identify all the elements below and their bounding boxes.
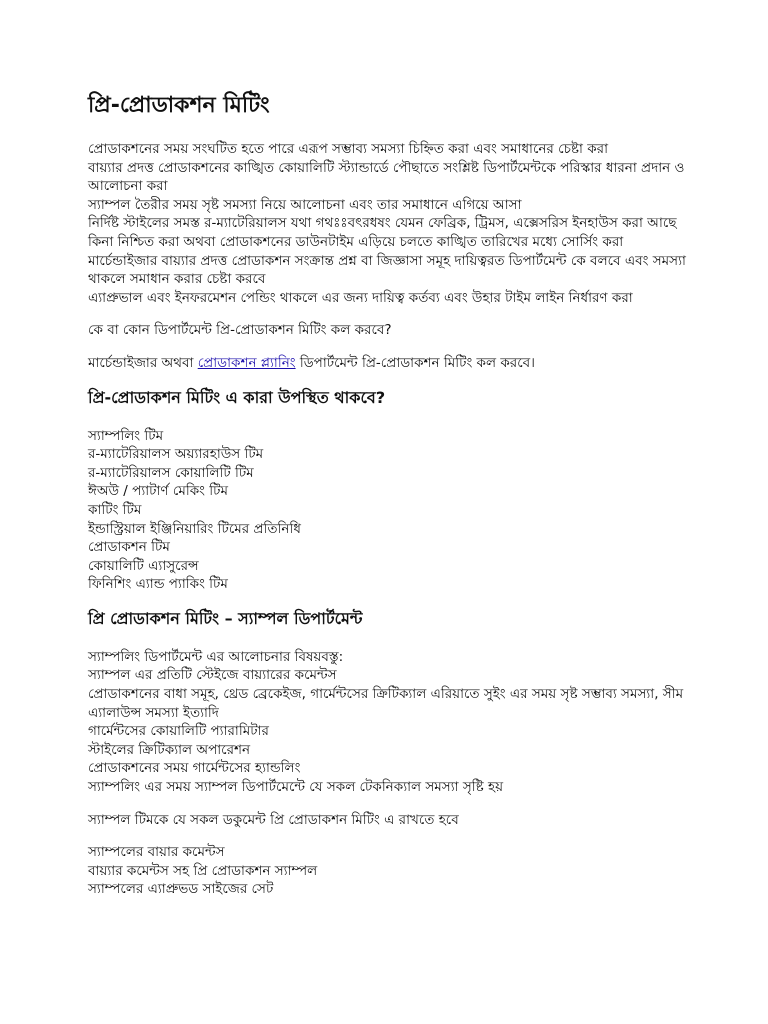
list-item: র-ম্যাটেরিয়ালস অয়্যারহাউস টিম <box>88 446 264 463</box>
answer-after: ডিপার্টমেন্ট প্রি-প্রোডাকশন মিটিং কল করবে। <box>295 354 535 371</box>
attendees-heading: প্রি-প্রোডাকশন মিটিং এ কারা উপস্থিত থাকবে? <box>88 387 386 407</box>
documents-list <box>88 843 688 899</box>
list-item: ফিনিশিং এ্যান্ড প্যাকিং টিম <box>88 576 228 593</box>
documents-intro: স্যাম্পল টিমকে যে সকল ডকুমেন্ট প্রি প্রোডাকশন মিটিং এ রাখতে হবে <box>88 811 459 828</box>
list-item: স্যাম্পলের বায়ার কমেন্টস <box>88 844 225 861</box>
list-item: কাটিং টিম <box>88 501 142 518</box>
list-item: নির্দিষ্ট স্টাইলের সমস্ত র-ম্যাটেরিয়ালস যথা গথঃঃবৎরধষং যেমন ফেব্রিক, ট্রিমস, এক্সেসরিস ইনহাউস করা আছে কিনা নিশ্চিত করা অথবা প্রোডাকশনের ডাউনটাইম এড়িয়ে চলতে কাঙ্খিত তারিখের মধ্যে সোর্সিং করা <box>88 215 677 250</box>
list-item: এ্যাপ্রুভাল এবং ইনফরমেশন পেন্ডিং থাকলে এর জন্য দায়িত্ব কর্তব্য এবং উহার টাইম লাইন নির্ধারণ করা <box>88 289 633 306</box>
list-item: স্যাম্পলের এ্যাপ্রুভড সাইজের সেট <box>88 881 274 898</box>
production-planning-link[interactable]: প্রোডাকশন প্ল্যানিং <box>197 354 296 371</box>
list-item: বায়্যার প্রদত্ত প্রোডাকশনের কাঙ্খিত কোয়ালিটি স্ট্যান্ডার্ডে পৌছাতে সংশ্লিষ্ট ডিপার্টমেন্টকে পরিস্কার ধারনা প্রদান ও আলোচনা করা <box>88 159 685 195</box>
list-item: কোয়ালিটি এ্যাসুরেন্স <box>88 557 199 574</box>
answer-text <box>88 354 688 373</box>
attendees-list <box>88 427 688 594</box>
list-item: র-ম্যাটেরিয়ালস কোয়ালিটি টিম <box>88 464 254 481</box>
list-item: স্টাইলের ক্রিটিক্যাল অপারেশন <box>88 741 251 758</box>
list-item: স্যাম্পলিং এর সময় স্যাম্পল ডিপার্টমেন্টে যে সকল টেকনিক্যাল সমস্যা সৃষ্টি হয় <box>88 779 504 796</box>
list-item: ঈঅউ / প্যাটার্ণ মেকিং টিম <box>88 483 228 500</box>
list-item: গার্মেন্টসের কোয়ালিটি প্যারামিটার <box>88 723 269 740</box>
question-text: কে বা কোন ডিপার্টমেন্ট প্রি-প্রোডাকশন মিটিং কল করবে? <box>88 322 392 339</box>
list-item: স্যাম্পলিং ডিপার্টমেন্ট এর আলোচনার বিষয়বস্তু: <box>88 648 344 665</box>
list-item: প্রোডাকশন টিম <box>88 539 170 556</box>
list-item: প্রোডাকশনের সময় সংঘটিত হতে পারে এরূপ সম্ভাব্য সমস্যা চিহ্নিত করা এবং সমাধানের চেষ্টা করা <box>88 141 608 157</box>
list-item: ইন্ডাস্ট্রিয়াল ইঞ্জিনিয়ারিং টিমের প্রতিনিধি <box>88 520 301 537</box>
list-item: প্রোডাকশনের সময় গার্মেন্টসের হ্যান্ডলিং <box>88 760 301 777</box>
list-item: স্যাম্পল তৈরীর সময় সৃষ্ট সমস্যা নিয়ে আলোচনা এবং তার সমাধানে এগিয়ে আসা <box>88 196 522 213</box>
list-item: স্যাম্পলিং টিম <box>88 427 164 444</box>
document-page <box>88 92 688 913</box>
intro-list <box>88 140 688 307</box>
page-title: প্রি-প্রোডাকশন মিটিং <box>88 93 270 118</box>
list-item: স্যাম্পল এর প্রতিটি স্টেইজে বায়্যারের কমেন্টস <box>88 667 337 684</box>
answer-before: মার্চেন্ডাইজার অথবা <box>88 354 198 371</box>
list-item: বায়্যার কমেন্টস সহ প্রি প্রোডাকশন স্যাম্পল <box>88 862 318 879</box>
sample-points-list <box>88 648 688 797</box>
list-item: মার্চেন্ডাইজার বায়্যার প্রদত্ত প্রোডাকশন সংক্রান্ত প্রশ্ন বা জিজ্ঞাসা সমূহ দায়িত্বরত ডিপার্টমেন্ট কে বলবে এবং সমস্যা থাকলে সমাধান করার চেষ্টা করবে <box>88 252 686 288</box>
list-item: প্রোডাকশনের বাধা সমূহ, থ্রেড ব্রেকেইজ, গার্মেন্টসের ক্রিটিক্যাল এরিয়াতে সুইং এর সময় সৃষ্ট সম্ভাব্য সমস্যা, সীম এ্যালাউন্স সমস্যা ইত্যাদি <box>88 686 684 721</box>
sample-department-heading: প্রি প্রোডাকশন মিটিং – স্যাম্পল ডিপার্টমেন্ট <box>88 608 363 628</box>
